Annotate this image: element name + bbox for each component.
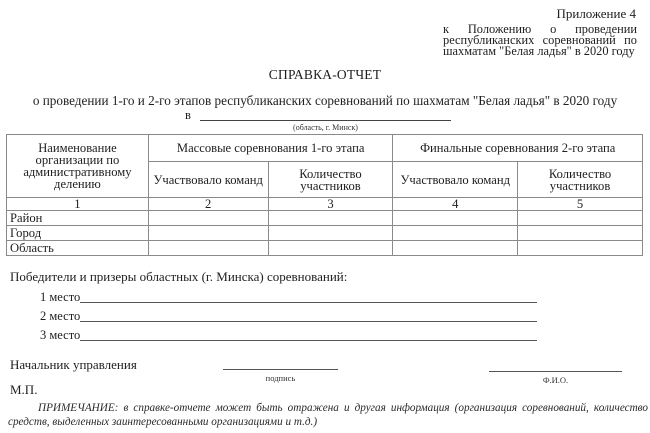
- signature-caption: подпись: [265, 373, 296, 383]
- place-label: 2 место: [40, 309, 81, 323]
- table-cell[interactable]: [393, 226, 518, 241]
- column-header: Количество участников: [268, 162, 393, 198]
- column-number: 2: [148, 198, 268, 211]
- column-header: Количество участников: [518, 162, 643, 198]
- column-header: Участвовало команд: [393, 162, 518, 198]
- appendix-reference-line: республиканских соревнований по: [443, 33, 637, 47]
- full-name-field[interactable]: [489, 371, 622, 372]
- row-label: Область: [7, 241, 149, 256]
- table-row: [7, 241, 643, 256]
- table-cell[interactable]: [268, 226, 393, 241]
- appendix-reference-line: к Положению о проведении: [443, 22, 637, 36]
- location-caption: (область, г. Минск): [293, 123, 358, 132]
- table-row: [7, 211, 643, 226]
- place-3-field[interactable]: [80, 340, 537, 341]
- table-cell[interactable]: [148, 211, 268, 226]
- row-label: Город: [7, 226, 149, 241]
- winners-title: Победители и призеры областных (г. Минска) соревнований:: [10, 269, 348, 284]
- note: [8, 401, 648, 429]
- table-cell[interactable]: [148, 226, 268, 241]
- table-cell[interactable]: [393, 211, 518, 226]
- place-2-field[interactable]: [80, 321, 537, 322]
- document-subtitle: о проведении 1-го и 2-го этапов республиканских соревнований по шахматам "Белая ладья" в 2020 году: [32, 93, 618, 108]
- column-number: 5: [518, 198, 643, 211]
- place-1-field[interactable]: [80, 302, 537, 303]
- table-cell[interactable]: [268, 211, 393, 226]
- group-header-stage-1: Массовые соревнования 1-го этапа: [148, 135, 393, 162]
- table-cell[interactable]: [518, 226, 643, 241]
- column-number: 1: [7, 198, 149, 211]
- document-title: СПРАВКА-ОТЧЕТ: [268, 67, 382, 82]
- full-name-caption: Ф.И.О.: [542, 375, 569, 385]
- table-cell[interactable]: [148, 241, 268, 256]
- column-number-row: [7, 198, 643, 211]
- signature-field[interactable]: [223, 369, 338, 370]
- appendix-reference: [443, 24, 637, 57]
- column-number: 3: [268, 198, 393, 211]
- location-prefix: в: [185, 108, 191, 122]
- table-cell[interactable]: [393, 241, 518, 256]
- row-label: Район: [7, 211, 149, 226]
- head-of-department-label: Начальник управления: [10, 357, 137, 372]
- place-label: 3 место: [40, 328, 81, 342]
- org-header: Наименование организации по административному делению: [7, 135, 149, 198]
- appendix-title: Приложение 4: [556, 6, 636, 21]
- column-number: 4: [393, 198, 518, 211]
- stamp-label: М.П.: [10, 382, 38, 397]
- group-header-stage-2: Финальные соревнования 2-го этапа: [393, 135, 643, 162]
- note-text: ПРИМЕЧАНИЕ: в справке-отчете может быть отражена и другая информация (организация соревнований, количество средств, выделенных заинтересованными организациями и т.д.): [8, 402, 648, 428]
- location-field[interactable]: [200, 120, 451, 121]
- column-header: Участвовало команд: [148, 162, 268, 198]
- table-cell[interactable]: [268, 241, 393, 256]
- table-header-group-row: [7, 135, 643, 162]
- place-label: 1 место: [40, 290, 81, 304]
- report-table: [6, 134, 643, 256]
- table-cell[interactable]: [518, 211, 643, 226]
- appendix-reference-line: шахматам "Белая ладья" в 2020 году: [443, 44, 635, 58]
- table-cell[interactable]: [518, 241, 643, 256]
- table-row: [7, 226, 643, 241]
